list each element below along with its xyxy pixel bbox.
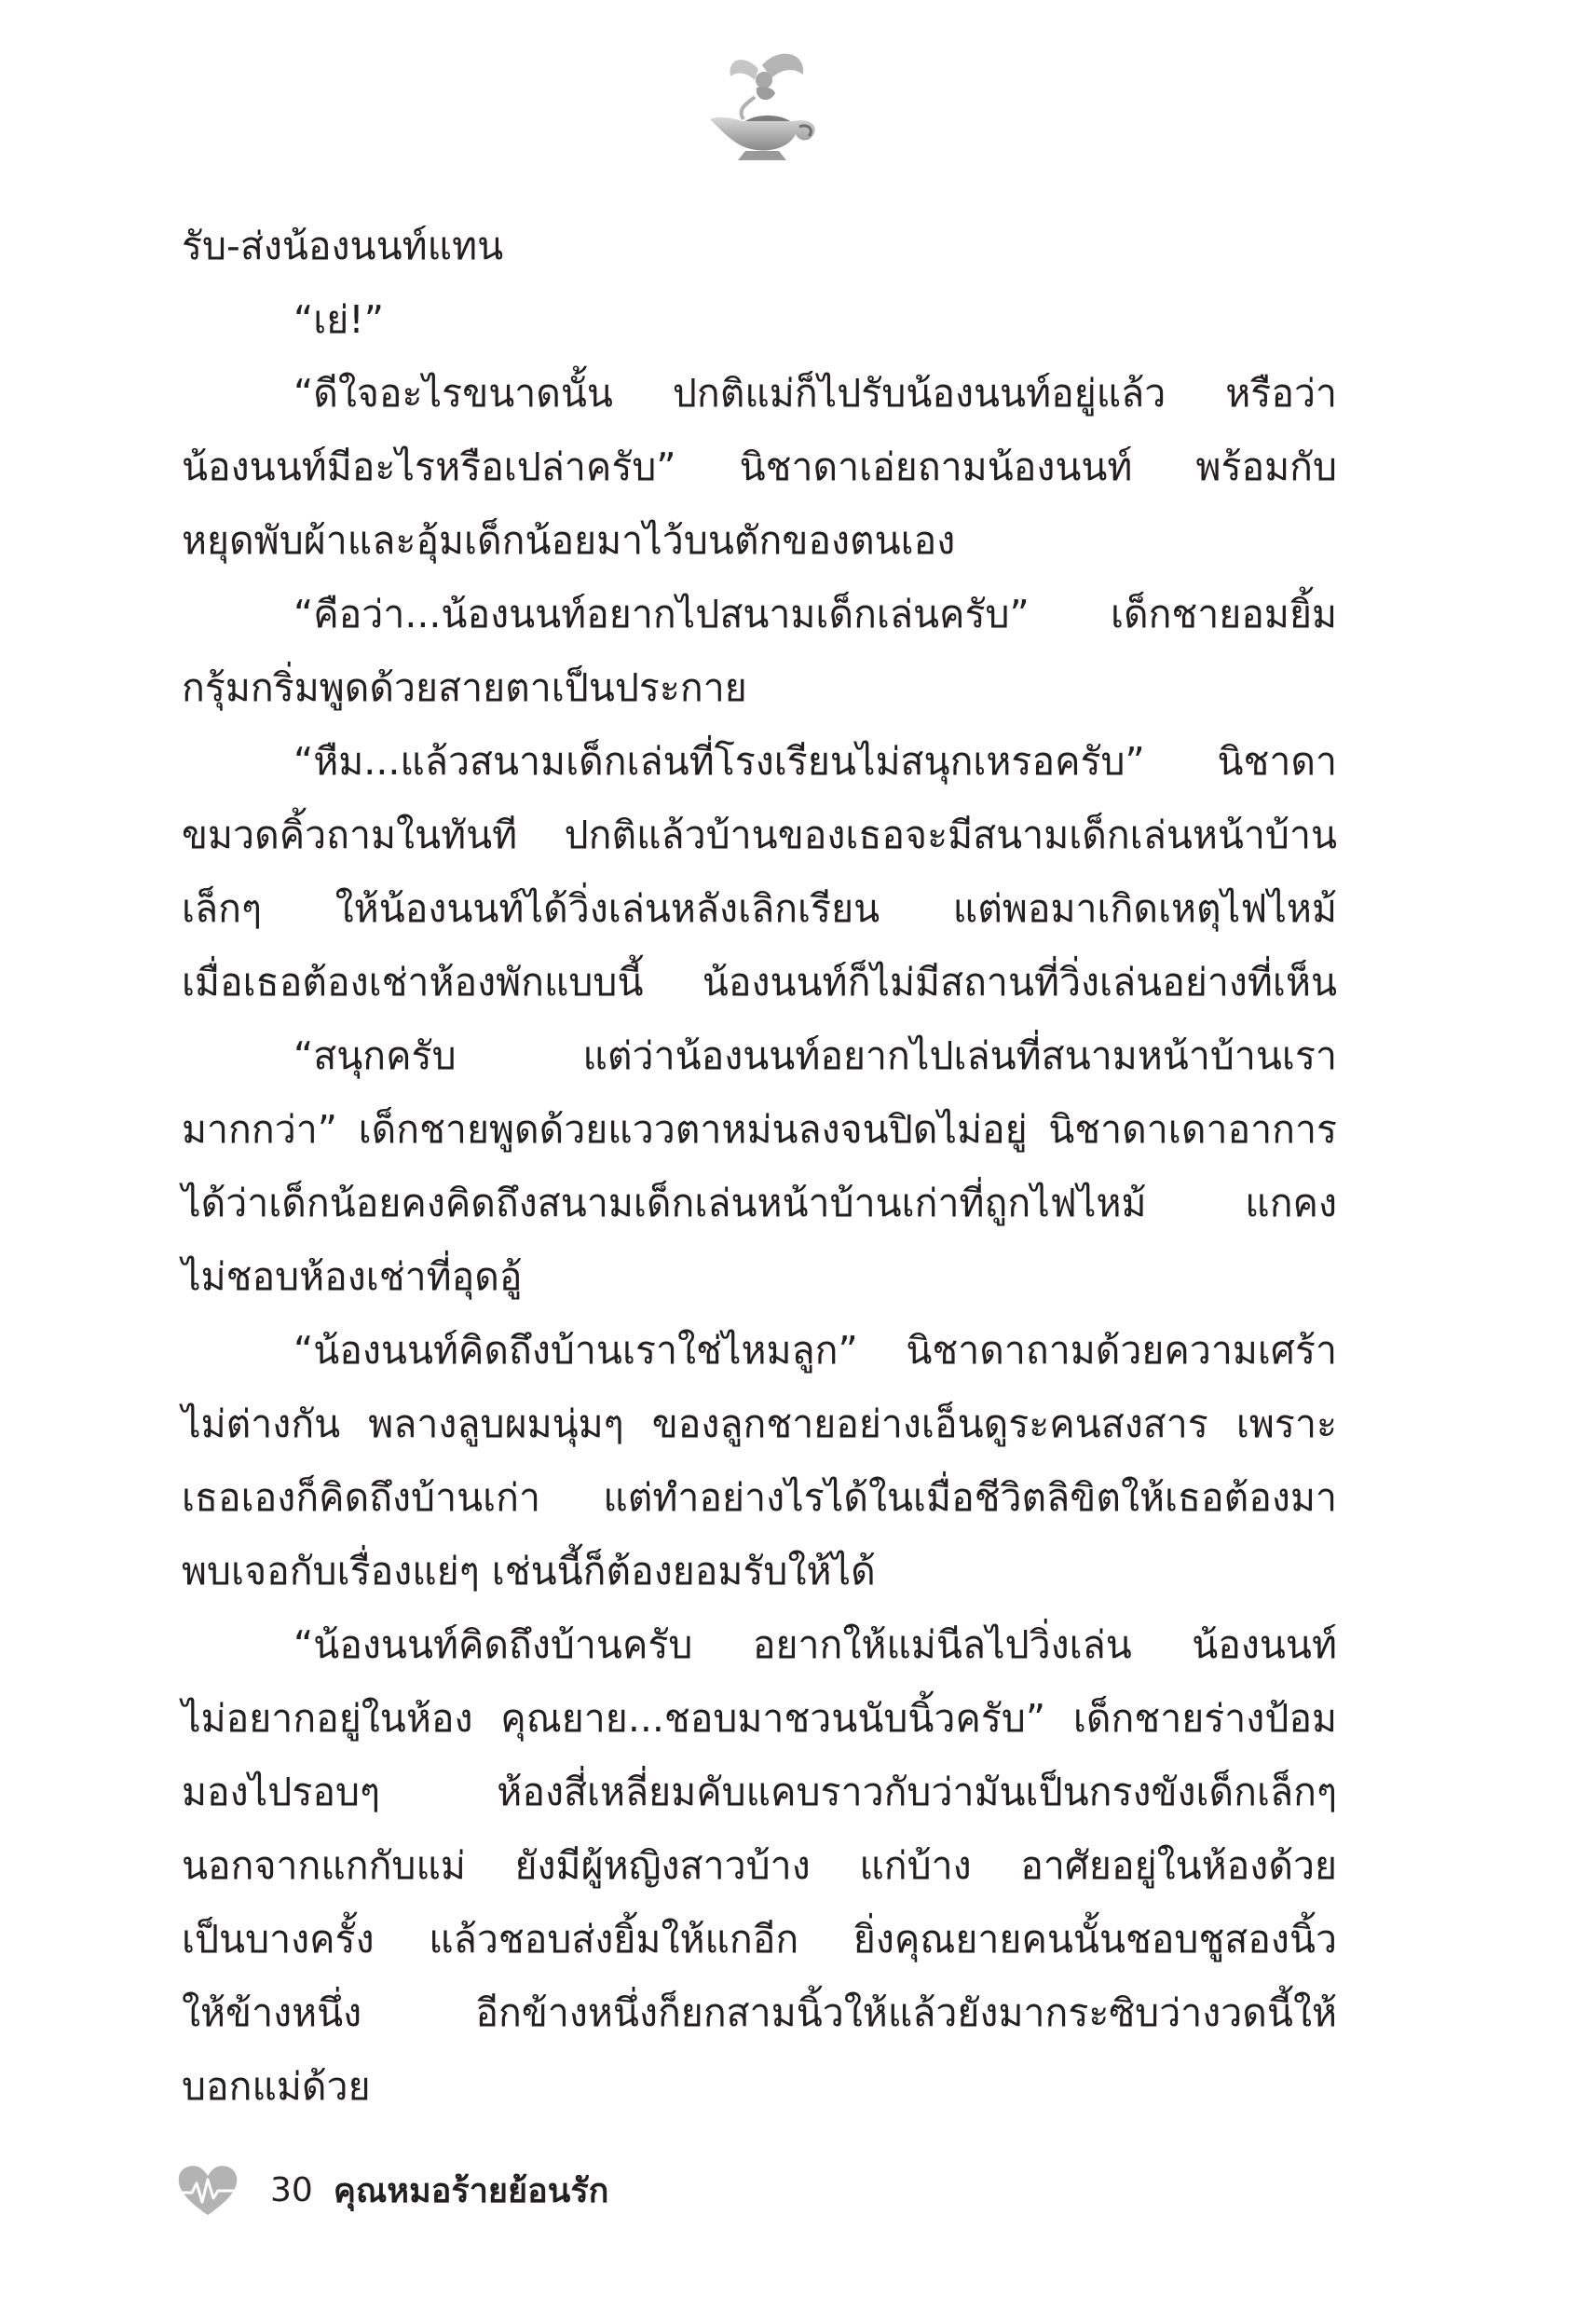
text-line: ให้ข้างหนึ่ง อีกข้างหนึ่งก็ยกสามนิ้วให้แล้วยังมากระซิบว่างวดนี้ให้ [182, 1990, 1337, 2035]
text-line: เมื่อเธอต้องเช่าห้องพักแบบนี้ น้องนนท์ก็ไม่มีสถานที่วิ่งเล่นอย่างที่เห็น [182, 960, 1337, 1005]
text-line: ไม่ต่างกัน พลางลูบผมนุ่มๆ ของลูกชายอย่างเอ็นดูระคนสงสาร เพราะ [182, 1402, 1337, 1446]
text-line: บอกแม่ด้วย [182, 2064, 371, 2109]
text-line: เธอเองก็คิดถึงบ้านเก่า แต่ทำอย่างไรได้ในเมื่อชีวิตลิขิตให้เธอต้องมา [182, 1475, 1337, 1520]
text-line: รับ-ส่งน้องนนท์แทน [182, 224, 504, 268]
lamp-cupid-icon [689, 47, 829, 168]
text-line: “ดีใจอะไรขนาดนั้น ปกติแม่ก็ไปรับน้องนนท์อยู่แล้ว หรือว่า [293, 371, 1337, 416]
text-line: พบเจอกับเรื่องแย่ๆ เช่นนี้ก็ต้องยอมรับให้ได้ [182, 1549, 876, 1593]
text-line: “เย่!” [293, 297, 384, 342]
text-line: เล็กๆ ให้น้องนนท์ได้วิ่งเล่นหลังเลิกเรียน แต่พอมาเกิดเหตุไฟไหม้ [182, 886, 1337, 931]
page-number: 30 [270, 2170, 313, 2209]
text-line: นอกจากแกกับแม่ ยังมีผู้หญิงสาวบ้าง แก่บ้าง อาศัยอยู่ในห้องด้วย [182, 1843, 1337, 1888]
heart-pulse-icon [175, 2161, 240, 2219]
text-line: น้องนนท์มีอะไรหรือเปล่าครับ” นิชาดาเอ่ยถามน้องนนท์ พร้อมกับ [182, 444, 1337, 489]
book-title: คุณหมอร้ายย้อนรัก [333, 2171, 609, 2210]
text-line: กรุ้มกริ่มพูดด้วยสายตาเป็นประกาย [182, 665, 747, 710]
text-line: ได้ว่าเด็กน้อยคงคิดถึงสนามเด็กเล่นหน้าบ้านเก่าที่ถูกไฟไหม้ แกคง [182, 1181, 1337, 1225]
text-line: ไม่ชอบห้องเช่าที่อุดอู้ [182, 1254, 523, 1299]
text-line: “น้องนนท์คิดถึงบ้านครับ อยากให้แม่นีลไปวิ่งเล่น น้องนนท์ [293, 1622, 1337, 1667]
text-line: ขมวดคิ้วถามในทันที ปกติแล้วบ้านของเธอจะมีสนามเด็กเล่นหน้าบ้าน [182, 813, 1337, 857]
text-line: มองไปรอบๆ ห้องสี่เหลี่ยมคับแคบราวกับว่ามันเป็นกรงขังเด็กเล็กๆ [182, 1770, 1337, 1814]
page-footer [175, 2148, 608, 2232]
text-line: “สนุกครับ แต่ว่าน้องนนท์อยากไปเล่นที่สนามหน้าบ้านเรา [293, 1033, 1337, 1078]
text-line: มากกว่า” เด็กชายพูดด้วยแววตาหม่นลงจนปิดไม่อยู่ นิชาดาเดาอาการ [182, 1107, 1337, 1152]
text-line: “หืม...แล้วสนามเด็กเล่นที่โรงเรียนไม่สนุกเหรอครับ” นิชาดา [293, 739, 1337, 784]
body-text [182, 210, 1337, 2124]
text-line: “น้องนนท์คิดถึงบ้านเราใช่ไหมลูก” นิชาดาถามด้วยความเศร้า [293, 1328, 1337, 1373]
text-line: ไม่อยากอยู่ในห้อง คุณยาย...ชอบมาชวนนับนิ้วครับ” เด็กชายร่างป้อม [182, 1696, 1337, 1741]
text-line: เป็นบางครั้ง แล้วชอบส่งยิ้มให้แกอีก ยิ่งคุณยายคนนั้นชอบชูสองนิ้ว [182, 1917, 1337, 1962]
text-line: หยุดพับผ้าและอุ้มเด็กน้อยมาไว้บนตักของตนเอง [182, 518, 956, 563]
text-line: “คือว่า...น้องนนท์อยากไปสนามเด็กเล่นครับ” เด็กชายอมยิ้ม [293, 592, 1337, 636]
